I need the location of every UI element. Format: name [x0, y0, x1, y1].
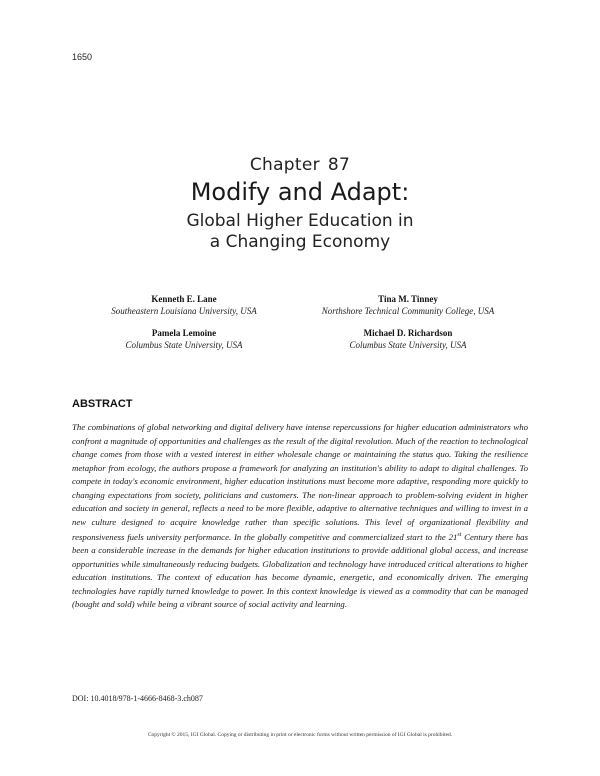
chapter-subtitle	[0, 211, 600, 253]
author-name: Tina M. Tinney	[378, 294, 438, 304]
author-name: Pamela Lemoine	[151, 328, 217, 338]
author-4	[288, 327, 528, 351]
author-affiliation: Columbus State University, USA	[125, 340, 243, 350]
chapter-title: Modify and Adapt:	[190, 178, 410, 206]
subtitle-line-1: Global Higher Education in	[186, 211, 414, 231]
author-affiliation: Northshore Technical Community College, USA	[321, 306, 495, 316]
abstract-text-part-2: Century there has been a considerable increase in the demands for higher education institutions to provide additional global access, and increase opportunities while simultaneously reducing budgets. Globalization and technology have introduced critical alterations to higher education institutions. The context of education has become dynamic, energetic, and economically driven. The emerging technologies have rapidly turned knowledge to power. In this context knowledge is viewed as a commodity that can be managed (bought and sold) while being a vibrant source of social activity and learning.	[72, 531, 528, 610]
author-affiliation: Southeastern Louisiana University, USA	[111, 306, 257, 316]
subtitle-line-2: a Changing Economy	[209, 232, 391, 252]
author-name: Michael D. Richardson	[363, 328, 453, 338]
abstract-text-part-1: The combinations of global networking and digital delivery have intense repercussions for higher education administrators who confront a magnitude of opportunities and challenges as the result of the digital revolution. Much of the reaction to technological change comes from those with a vested interest in either wholesale change or maintaining the status quo. Taking the resilience metaphor from ecology, the authors propose a framework for analyzing an institution's ability to adapt to digital challenges. To compete in today's economic environment, higher education institutions must become more adaptive, responding more quickly to changing expectations from society, politicians and customers. The non-linear approach to problem-solving evident in higher education and society in general, reflects a need to be more flexible, adaptive to alternative techniques and willing to invest in a new culture designed to acquire knowledge rather than specific solutions. This level of organizational flexibility and responsiveness fuels university performance. In the globally competitive and commercialized start to the 21	[72, 422, 528, 542]
author-2	[288, 293, 528, 317]
copyright-notice: Copyright © 2015, IGI Global. Copying or distributing in print or electronic forms without written permission of IGI Global is prohibited.	[147, 732, 453, 738]
doi: DOI: 10.4018/978-1-4666-8468-3.ch087	[72, 694, 203, 703]
abstract-text	[72, 421, 528, 612]
author-affiliation: Columbus State University, USA	[349, 340, 467, 350]
chapter-number: 87	[327, 155, 351, 175]
author-name: Kenneth E. Lane	[151, 294, 217, 304]
superscript-st: st	[457, 532, 462, 538]
abstract-heading: ABSTRACT	[72, 398, 133, 410]
page-number: 1650	[72, 52, 93, 62]
chapter-word: Chapter	[249, 155, 320, 175]
author-3	[64, 327, 304, 351]
author-1	[64, 293, 304, 317]
chapter-label	[0, 155, 600, 175]
